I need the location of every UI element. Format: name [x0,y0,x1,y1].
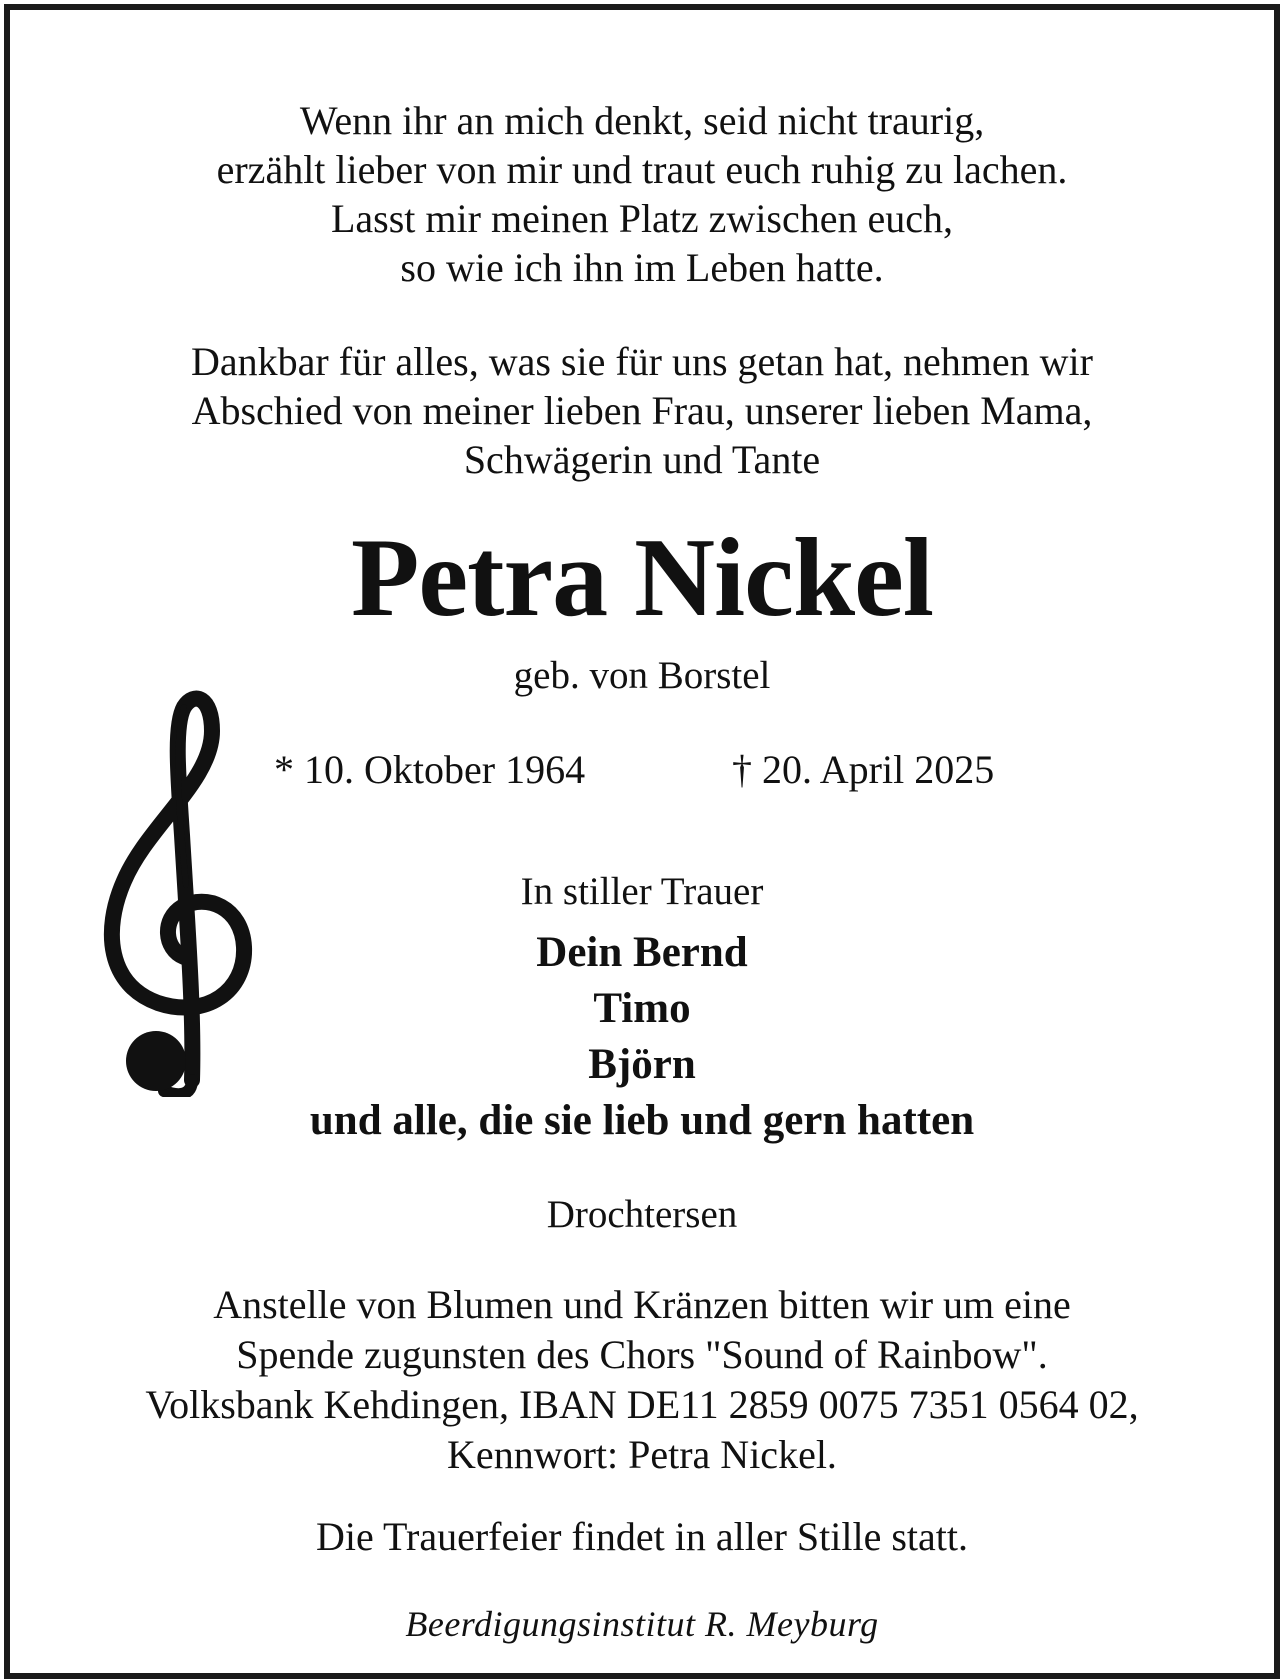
donation-line: Volksbank Kehdingen, IBAN DE11 2859 0075 7351 0564 02, [145,1382,1139,1427]
poem-line: so wie ich ihn im Leben hatte. [400,245,884,290]
maiden-name: geb. von Borstel [513,654,771,697]
mourner-name: Björn [588,1041,696,1088]
donation-line: Anstelle von Blumen und Kränzen bitten wir um eine [213,1282,1071,1327]
mourner-name: und alle, die sie lieb und gern hatten [309,1097,975,1144]
intro-line: Dankbar für alles, was sie für uns getan hat, nehmen wir [191,339,1093,384]
obituary-frame [4,4,1280,1679]
intro-text [10,337,1274,484]
death-date: † 20. April 2025 [732,747,995,792]
donation-line: Kennwort: Petra Nickel. [447,1432,837,1477]
funeral-home-name: Beerdigungsinstitut R. Meyburg [405,1604,879,1644]
poem-line: Lasst mir meinen Platz zwischen euch, [330,196,954,241]
deceased-name: Petra Nickel [351,516,933,640]
mourner-name: Timo [593,985,691,1032]
intro-line: Abschied von meiner lieben Frau, unserer lieben Mama, [191,388,1093,433]
donation-line: Spende zugunsten des Chors "Sound of Rainbow". [236,1332,1048,1377]
donation-note [10,1280,1274,1480]
ceremony-note: Die Trauerfeier findet in aller Stille statt. [315,1514,969,1559]
place-name: Drochtersen [546,1193,738,1236]
mourners-list [10,925,1274,1149]
poem [10,96,1274,292]
birth-date: * 10. Oktober 1964 [274,747,586,792]
poem-line: erzählt lieber von mir und traut euch ruhig zu lachen. [216,147,1068,192]
mourning-label: In stiller Trauer [520,870,764,913]
mourner-name: Dein Bernd [536,929,748,976]
poem-line: Wenn ihr an mich denkt, seid nicht traurig, [299,98,985,143]
intro-line: Schwägerin und Tante [463,437,821,482]
